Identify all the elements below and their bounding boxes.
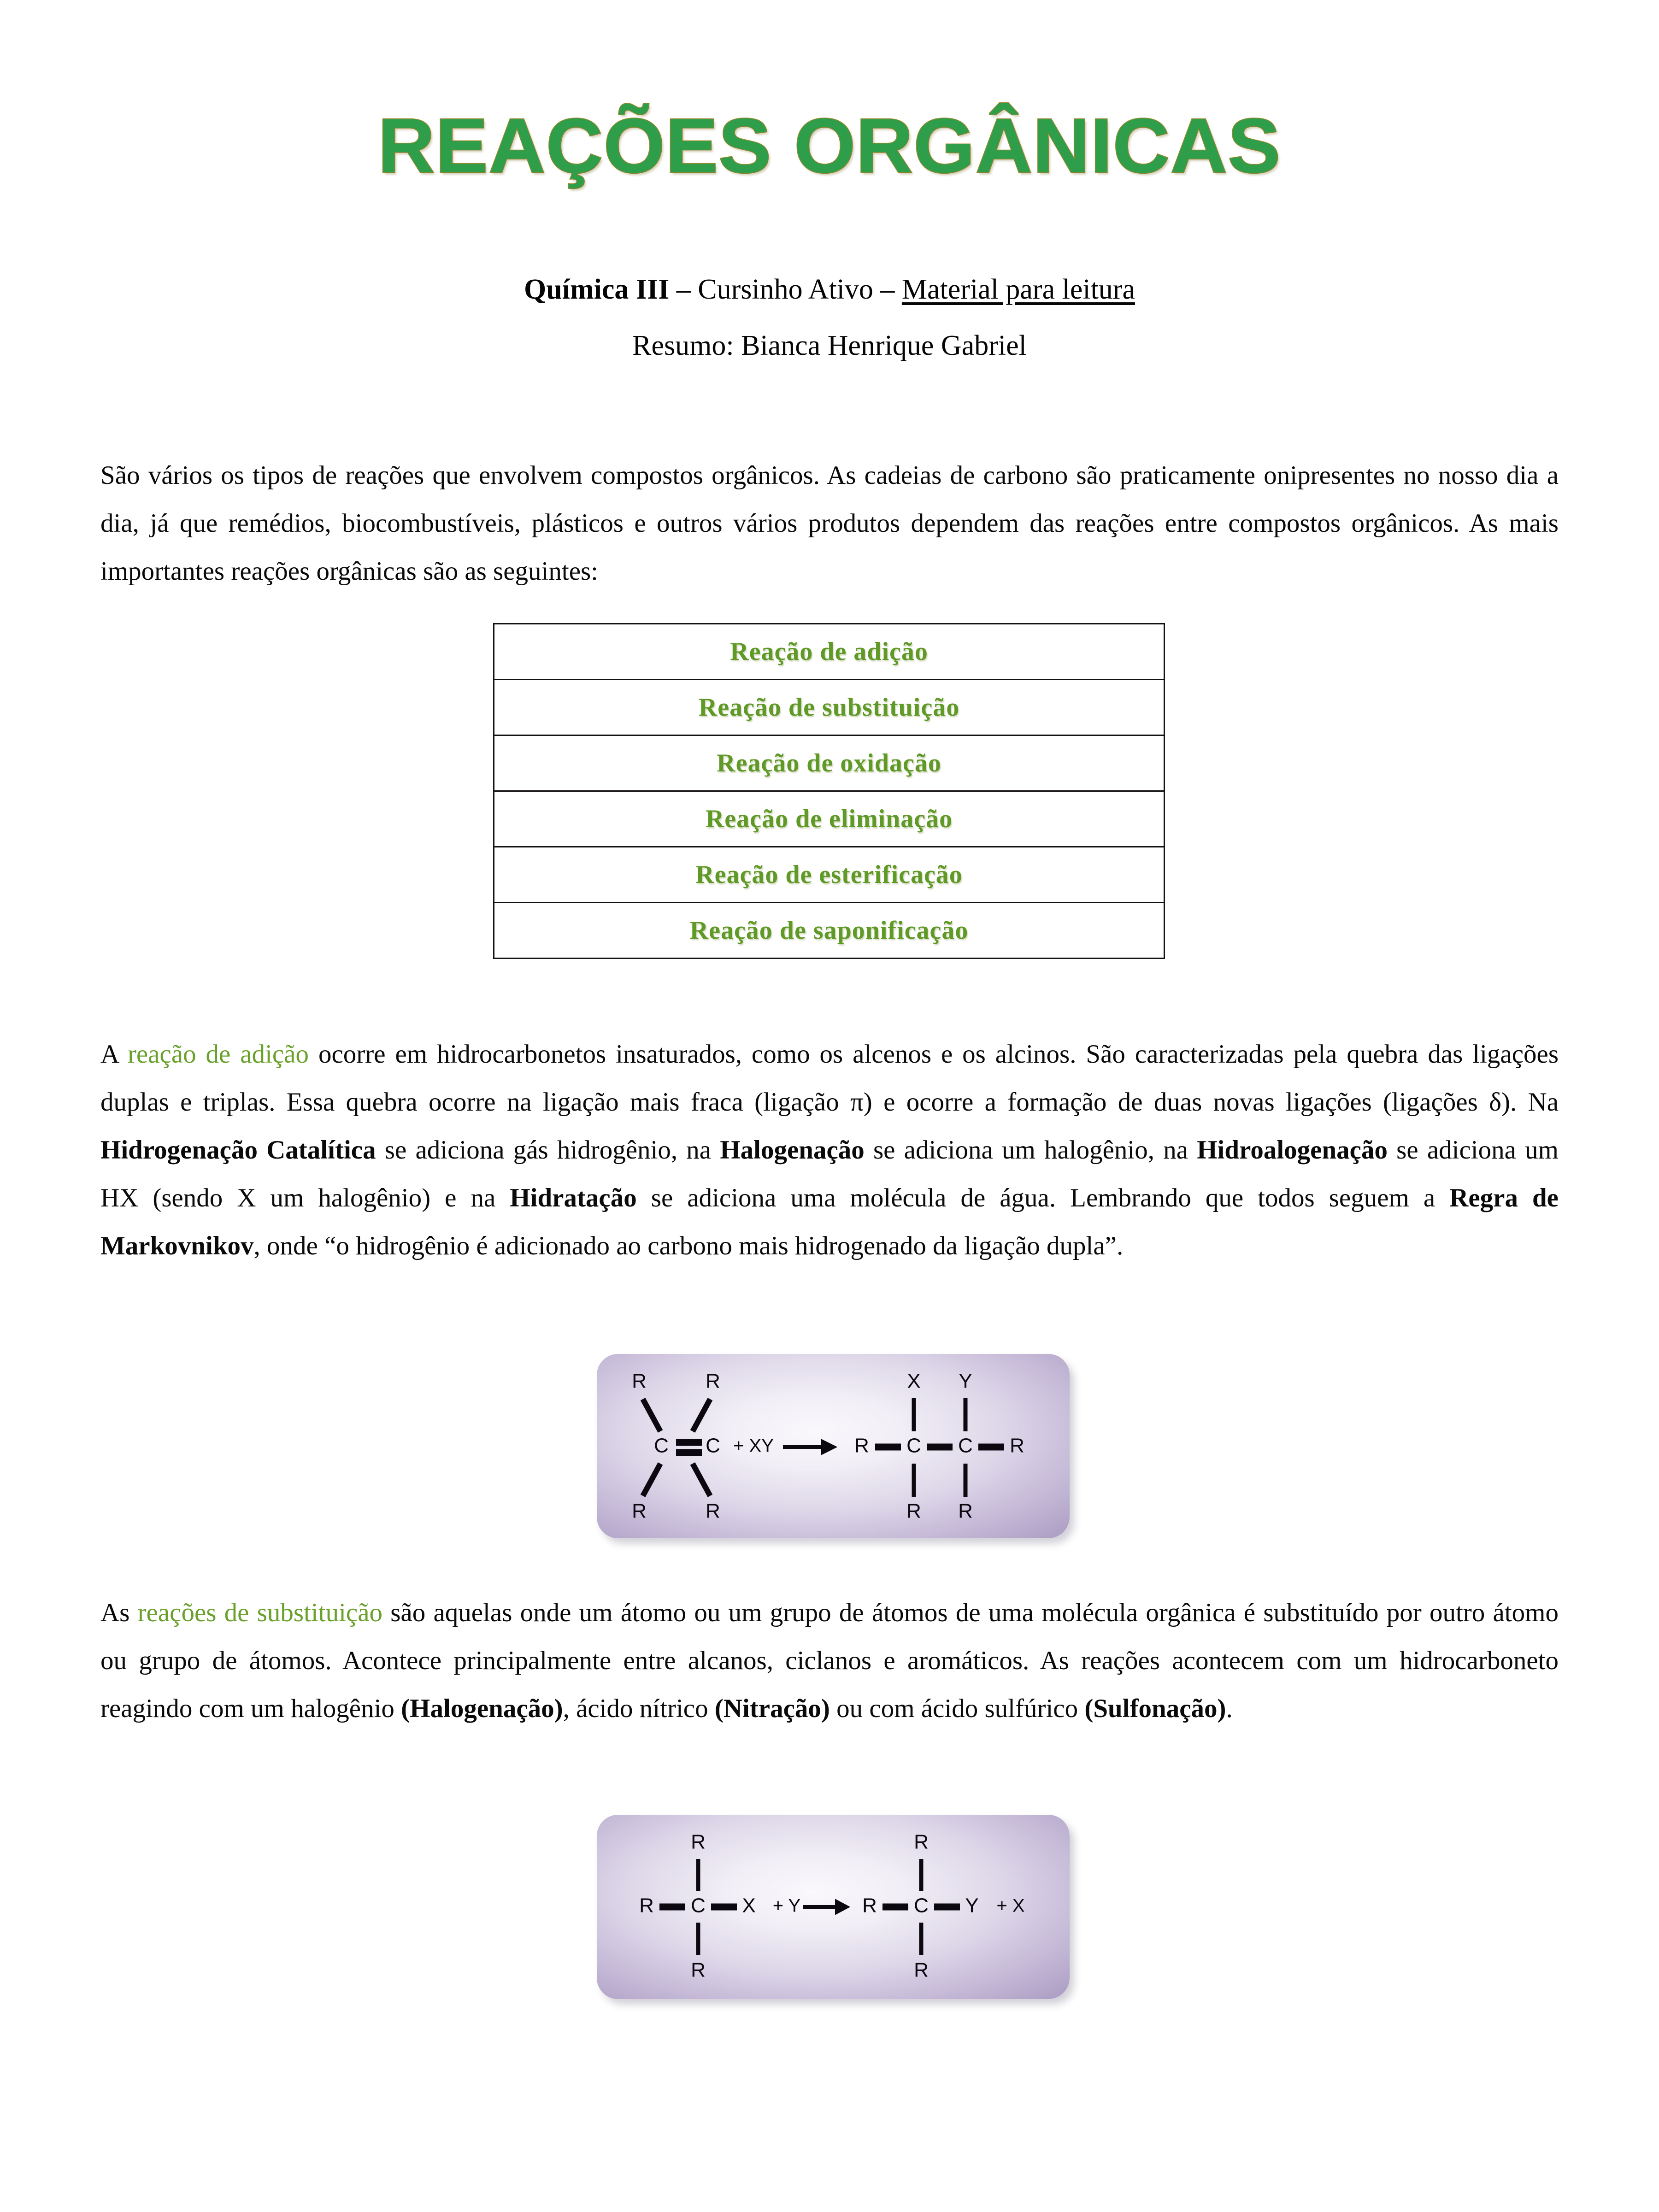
paragraph-addition xyxy=(100,1030,1559,1270)
addition-text-3: se adiciona um halogênio, na xyxy=(864,1135,1197,1165)
author-name: Resumo: Bianca Henrique Gabriel xyxy=(632,330,1027,361)
author-line xyxy=(0,328,1659,364)
addition-R-bottom-left: R xyxy=(632,1500,647,1523)
addition-bond-bottom-left-diagonal xyxy=(643,1464,660,1496)
subtitle-course-line xyxy=(0,272,1659,308)
addition-carbon-right: C xyxy=(706,1434,720,1457)
paragraph-substitution xyxy=(100,1589,1559,1733)
table-row xyxy=(494,680,1165,735)
substitution-product-R-left: R xyxy=(862,1894,877,1917)
table-row xyxy=(494,847,1165,903)
page-title: REAÇÕES ORGÂNICAS xyxy=(378,102,1281,189)
addition-product-R-left: R xyxy=(854,1434,869,1457)
substitution-term-nitracao: (Nitração) xyxy=(714,1694,830,1723)
substitution-arrow-icon xyxy=(803,1900,849,1914)
substitution-text-4: . xyxy=(1226,1694,1233,1723)
addition-product-Y: Y xyxy=(959,1370,972,1393)
addition-product-R-bottom-1: R xyxy=(906,1500,921,1523)
substitution-byproduct: + X xyxy=(996,1895,1025,1916)
subtitle-organization: Cursinho Ativo xyxy=(698,274,873,305)
substitution-product-Y: Y xyxy=(965,1894,979,1917)
addition-R-bottom-right: R xyxy=(706,1500,720,1523)
addition-text-5: se adiciona uma molécula de água. Lembrando que todos seguem a xyxy=(636,1183,1450,1212)
addition-term-hidroalogenacao: Hidroalogenação xyxy=(1197,1135,1388,1165)
substitution-R-bottom: R xyxy=(691,1959,706,1982)
addition-R-top-right: R xyxy=(706,1370,720,1393)
addition-bond-top-right-diagonal xyxy=(693,1399,710,1431)
page-title-container xyxy=(0,102,1659,189)
addition-bond-top-left-diagonal xyxy=(643,1399,660,1431)
substitution-term-halogenacao: (Halogenação) xyxy=(401,1694,563,1723)
substitution-lead-plain: As xyxy=(100,1598,138,1627)
table-row xyxy=(494,624,1165,680)
reaction-type-saponificacao: Reação de saponificação xyxy=(494,903,1165,959)
addition-text-1: ocorre em hidrocarbonetos insaturados, como os alcenos e os alcinos. São caracterizadas pela quebra das ligações duplas e triplas. Essa quebra ocorre na ligação mais fraca (ligação π) e ocorre a formação de duas novas ligações (ligações δ). Na xyxy=(100,1040,1559,1117)
addition-product-carbon-2: C xyxy=(958,1434,973,1457)
addition-term-halogenacao: Halogenação xyxy=(720,1135,865,1165)
addition-arrow-icon xyxy=(783,1440,836,1454)
addition-text-4: se adiciona um HX (sendo X um halogênio) e na xyxy=(100,1135,1559,1212)
substitution-R-left: R xyxy=(639,1894,654,1917)
substitution-product-R-top: R xyxy=(914,1830,929,1853)
substitution-text-1: são aquelas onde um átomo ou um grupo de átomos de uma molécula orgânica é substituído por outro átomo ou grupo de átomos. Acontece principalmente entre alcanos, ciclanos e aromáticos. As reações acontecem com um hidrocarboneto reagindo com um halogênio xyxy=(100,1598,1559,1723)
paragraph-intro xyxy=(100,452,1559,595)
addition-product-carbon-1: C xyxy=(906,1434,921,1457)
substitution-product-carbon: C xyxy=(914,1894,929,1917)
subtitle-separator-1: – xyxy=(669,274,698,305)
addition-reagent: + XY xyxy=(733,1435,774,1456)
reaction-type-oxidacao: Reação de oxidação xyxy=(494,735,1165,791)
addition-product-R-bottom-2: R xyxy=(958,1500,973,1523)
subtitle-course: Química III xyxy=(524,274,670,305)
substitution-R-top: R xyxy=(691,1830,706,1853)
addition-lead-highlight: reação de adição xyxy=(127,1040,309,1069)
addition-term-hidrogenacao: Hidrogenação Catalítica xyxy=(100,1135,376,1165)
addition-lead-plain: A xyxy=(100,1040,128,1069)
substitution-carbon: C xyxy=(691,1894,706,1917)
addition-term-hidratacao: Hidratação xyxy=(510,1183,637,1212)
substitution-leaving-group-X: X xyxy=(742,1894,756,1917)
substitution-lead-highlight: reações de substituição xyxy=(137,1598,383,1627)
intro-text: São vários os tipos de reações que envolvem compostos orgânicos. As cadeias de carbono são praticamente onipresentes no nosso dia a dia, já que remédios, biocombustíveis, plásticos e outros vários produtos dependem das reações entre compostos orgânicos. As mais importantes reações orgânicas são as seguintes: xyxy=(100,461,1559,586)
reaction-type-adicao: Reação de adição xyxy=(494,624,1165,680)
diagram-substitution-reaction xyxy=(597,1815,1070,1999)
addition-text-2: se adiciona gás hidrogênio, na xyxy=(376,1135,720,1165)
addition-text-6: , onde “o hidrogênio é adicionado ao carbono mais hidrogenado da ligação dupla”. xyxy=(253,1231,1124,1260)
substitution-text-3: ou com ácido sulfúrico xyxy=(830,1694,1085,1723)
diagram-addition-reaction xyxy=(597,1354,1070,1538)
table-row xyxy=(494,791,1165,847)
reactions-table xyxy=(493,623,1165,959)
addition-product-R-right: R xyxy=(1010,1434,1024,1457)
substitution-product-R-bottom: R xyxy=(914,1959,929,1982)
substitution-text-2: , ácido nítrico xyxy=(563,1694,715,1723)
addition-carbon-left: C xyxy=(654,1434,669,1457)
addition-term-markovnikov: Regra de Markovnikov xyxy=(100,1183,1559,1260)
addition-product-X: X xyxy=(907,1370,921,1393)
table-row xyxy=(494,735,1165,791)
subtitle-material-type: Material para leitura xyxy=(901,274,1135,305)
reaction-type-eliminacao: Reação de eliminação xyxy=(494,791,1165,847)
table-row xyxy=(494,903,1165,959)
addition-bond-bottom-right-diagonal xyxy=(693,1464,710,1496)
addition-reaction-svg xyxy=(597,1354,1070,1538)
addition-R-top-left: R xyxy=(632,1370,647,1393)
substitution-reagent: + Y xyxy=(772,1895,801,1916)
reaction-type-substituicao: Reação de substituição xyxy=(494,680,1165,735)
reaction-type-esterificacao: Reação de esterificação xyxy=(494,847,1165,903)
substitution-term-sulfonacao: (Sulfonação) xyxy=(1084,1694,1226,1723)
substitution-reaction-svg xyxy=(597,1815,1070,1999)
subtitle-separator-2: – xyxy=(873,274,902,305)
